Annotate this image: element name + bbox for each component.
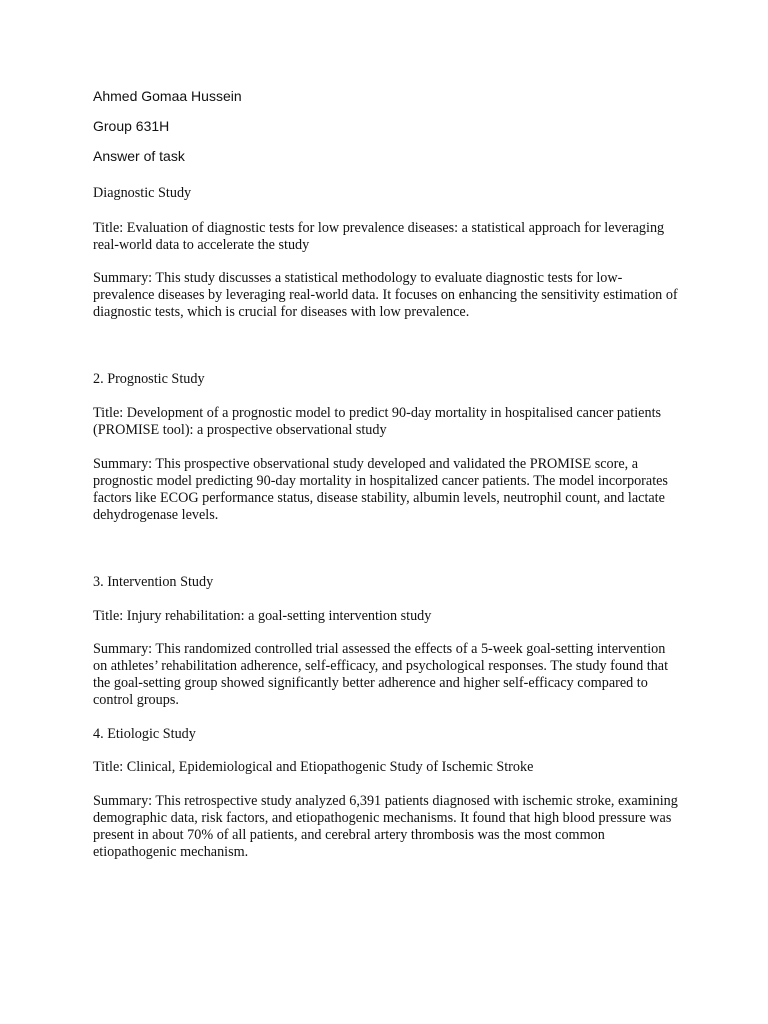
group-label: Group 631H: [93, 118, 170, 134]
section-summary-etiologic: Summary: This retrospective study analyzed 6,391 patients diagnosed with ischemic stroke, examining demographic data, risk factors, and etiopathogenic mechanisms. It found that high blood pressure was present in about 70% of all patients, and cerebral artery thrombosis was the most common etiopathogenic mechanism.: [93, 793, 678, 860]
section-summary-prognostic: Summary: This prospective observational study developed and validated the PROMISE score, a prognostic model predicting 90-day mortality in hospitalized cancer patients. The model incorporates factors like ECOG performance status, disease stability, albumin levels, neutrophil count, and lactate dehydrogenase levels.: [93, 456, 668, 523]
section-heading-prognostic: 2. Prognostic Study: [93, 371, 205, 387]
author-name: Ahmed Gomaa Hussein: [93, 88, 242, 104]
section-title-diagnostic: Title: Evaluation of diagnostic tests for low prevalence diseases: a statistical approach for leveraging real-world data to accelerate the study: [93, 220, 665, 253]
section-title-prognostic: Title: Development of a prognostic model to predict 90-day mortality in hospitalised cancer patients (PROMISE tool): a prospective observational study: [93, 405, 662, 438]
section-heading-etiologic: 4. Etiologic Study: [93, 726, 196, 742]
section-title-intervention: Title: Injury rehabilitation: a goal-setting intervention study: [93, 608, 432, 624]
section-title-etiologic: Title: Clinical, Epidemiological and Etiopathogenic Study of Ischemic Stroke: [93, 759, 534, 775]
section-summary-diagnostic: Summary: This study discusses a statistical methodology to evaluate diagnostic tests for low-prevalence diseases by leveraging real-world data. It focuses on enhancing the sensitivity estimation of diagnostic tests, which is crucial for diseases with low prevalence.: [93, 270, 678, 320]
answer-label: Answer of task: [93, 148, 185, 164]
section-summary-intervention: Summary: This randomized controlled trial assessed the effects of a 5-week goal-setting intervention on athletes’ rehabilitation adherence, self-efficacy, and psychological responses. The study found that the goal-setting group showed significantly better adherence and higher self-efficacy compared to control groups.: [93, 641, 669, 708]
section-heading-diagnostic: Diagnostic Study: [93, 185, 192, 201]
section-heading-intervention: 3. Intervention Study: [93, 574, 214, 590]
